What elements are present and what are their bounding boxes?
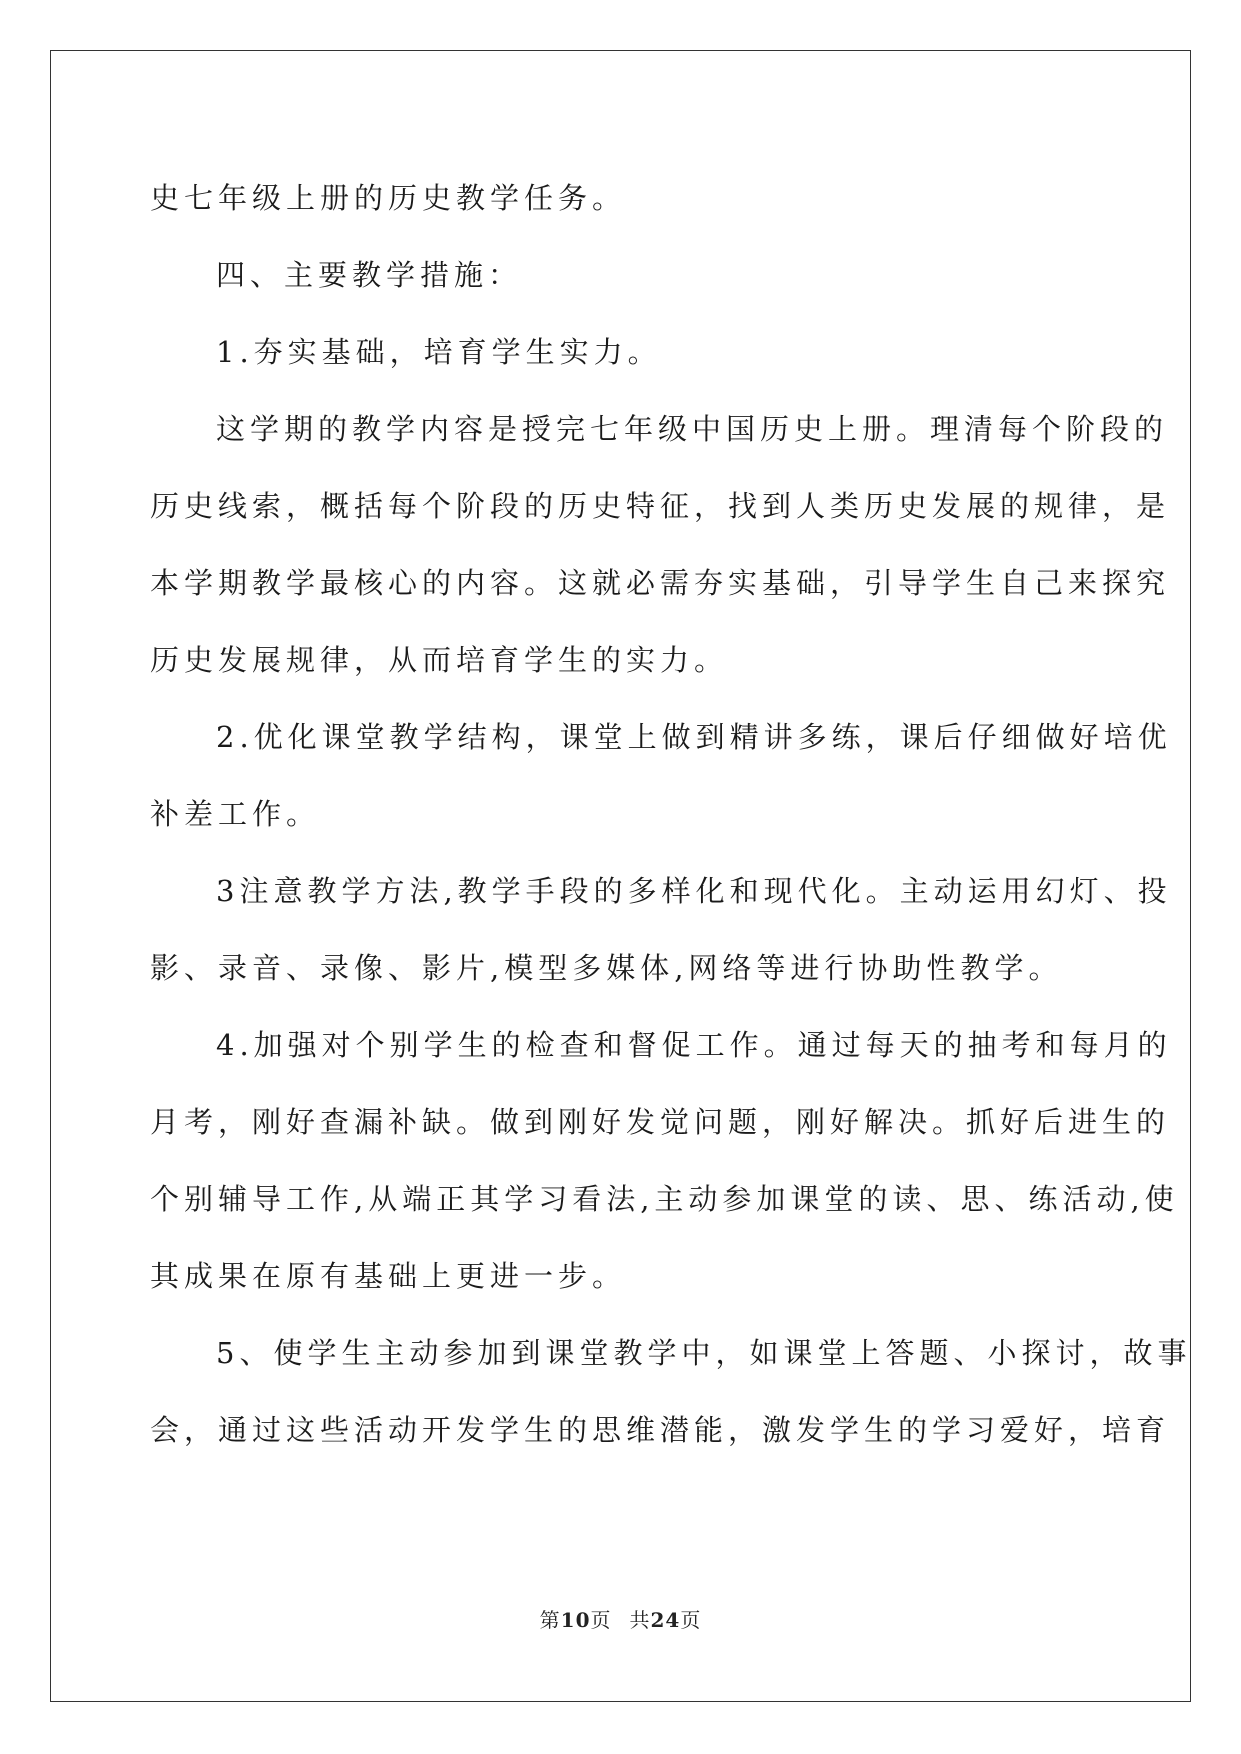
page-footer xyxy=(0,1604,1241,1633)
total-suffix: 页 xyxy=(680,1608,702,1632)
section-heading: 四、主要教学措施： xyxy=(216,258,523,292)
paragraph-line: 其成果在原有基础上更进一步。 xyxy=(150,1259,627,1293)
paragraph-line: 影、录音、录像、影片,模型多媒体,网络等进行协助性教学。 xyxy=(150,951,1063,985)
item-heading: 5、使学生主动参加到课堂教学中，如课堂上答题、小探讨，故事 xyxy=(216,1336,1192,1370)
paragraph-line: 会，通过这些活动开发学生的思维潜能，激发学生的学习爱好，培育 xyxy=(150,1413,1171,1447)
item-heading: 4.加强对个别学生的检查和督促工作。通过每天的抽考和每月的 xyxy=(216,1028,1172,1062)
paragraph-line: 个别辅导工作,从端正其学习看法,主动参加课堂的读、思、练活动,使 xyxy=(150,1182,1179,1216)
document-body xyxy=(150,160,1192,1469)
paragraph-line: 历史线索，概括每个阶段的历史特征，找到人类历史发展的规律，是 xyxy=(150,489,1171,523)
total-prefix: 共 xyxy=(629,1608,651,1632)
page-prefix: 第 xyxy=(539,1608,561,1632)
paragraph-line: 史七年级上册的历史教学任务。 xyxy=(150,181,627,215)
item-heading: 3注意教学方法,教学手段的多样化和现代化。主动运用幻灯、投 xyxy=(216,874,1172,908)
paragraph-line: 补差工作。 xyxy=(150,797,321,831)
paragraph-line: 历史发展规律，从而培育学生的实力。 xyxy=(150,643,729,677)
item-heading: 1.夯实基础，培育学生实力。 xyxy=(216,335,662,369)
page-suffix: 页 xyxy=(590,1608,612,1632)
paragraph-line: 月考，刚好查漏补缺。做到刚好发觉问题，刚好解决。抓好后进生的 xyxy=(150,1105,1171,1139)
total-pages: 24 xyxy=(650,1608,681,1632)
paragraph-line: 本学期教学最核心的内容。这就必需夯实基础，引导学生自己来探究 xyxy=(150,566,1171,600)
page-number: 10 xyxy=(560,1608,591,1632)
item-heading: 2.优化课堂教学结构，课堂上做到精讲多练，课后仔细做好培优 xyxy=(216,720,1172,754)
paragraph-line: 这学期的教学内容是授完七年级中国历史上册。理清每个阶段的 xyxy=(216,412,1169,446)
